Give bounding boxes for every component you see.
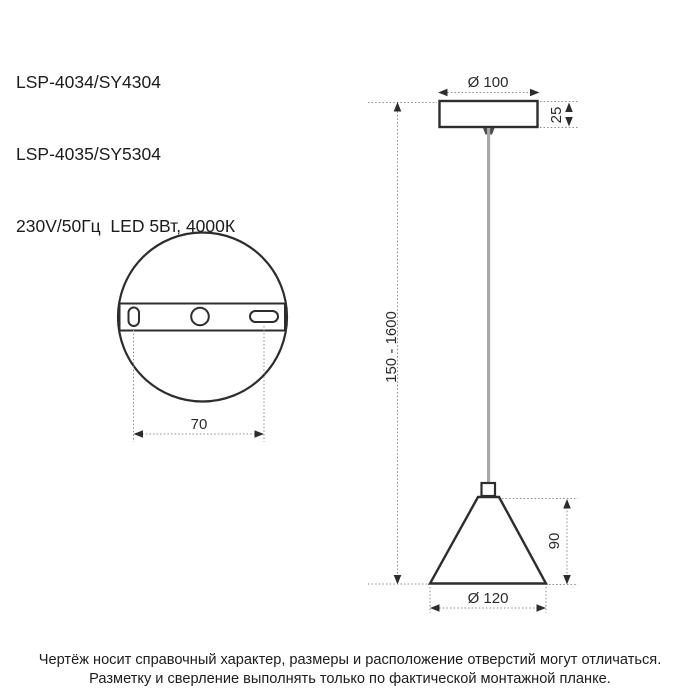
arrow-up-icon <box>563 499 571 509</box>
arrow-left-icon <box>430 604 440 611</box>
arrow-left-icon <box>134 430 144 437</box>
shade-cone <box>430 497 546 584</box>
arrow-right-icon <box>255 430 265 437</box>
suspension-length-dimension <box>368 102 437 585</box>
cable-connector <box>482 483 496 496</box>
arrow-left-icon <box>438 89 448 96</box>
canopy-height-label: 25 <box>548 106 565 124</box>
shade-diameter-label: Ø 120 <box>467 590 509 607</box>
suspension-cable <box>487 128 490 483</box>
arrow-right-icon <box>530 89 540 96</box>
canopy-height-dimension <box>540 102 578 128</box>
holes-spacing-label: 70 <box>190 416 208 433</box>
disclaimer-line-1: Чертёж носит справочный характер, размеры и расположение отверстий могут отличаться. <box>38 652 662 668</box>
arrow-down-icon <box>563 575 571 585</box>
arrow-up-icon <box>565 103 573 113</box>
shade-diameter-dimension <box>430 587 546 613</box>
shade-height-label: 90 <box>546 532 563 550</box>
mounting-slot-left <box>129 308 140 327</box>
disclaimer-line-2: Разметку и сверление выполнять только по фактической монтажной планке. <box>89 670 611 687</box>
canopy-diameter-label: Ø 100 <box>467 74 509 91</box>
arrow-right-icon <box>537 604 547 611</box>
suspension-length-label: 150 - 1600 <box>383 311 400 383</box>
cable-hole-center <box>191 308 209 326</box>
mounting-slot-right <box>250 311 278 322</box>
arrow-down-icon <box>394 575 402 585</box>
canopy <box>440 101 538 127</box>
model-number-2: LSP-4035/SY5304 <box>16 144 161 164</box>
electrical-specs: 230V/50Гц LED 5Вт, 4000К <box>16 216 236 236</box>
arrow-up-icon <box>394 102 402 112</box>
model-number-1: LSP-4034/SY4304 <box>16 72 161 92</box>
front-view-drawing <box>368 74 578 613</box>
top-view-drawing <box>118 233 287 443</box>
canopy-diameter-dimension <box>438 74 540 96</box>
arrow-down-icon <box>565 117 573 127</box>
disclaimer <box>0 651 700 688</box>
